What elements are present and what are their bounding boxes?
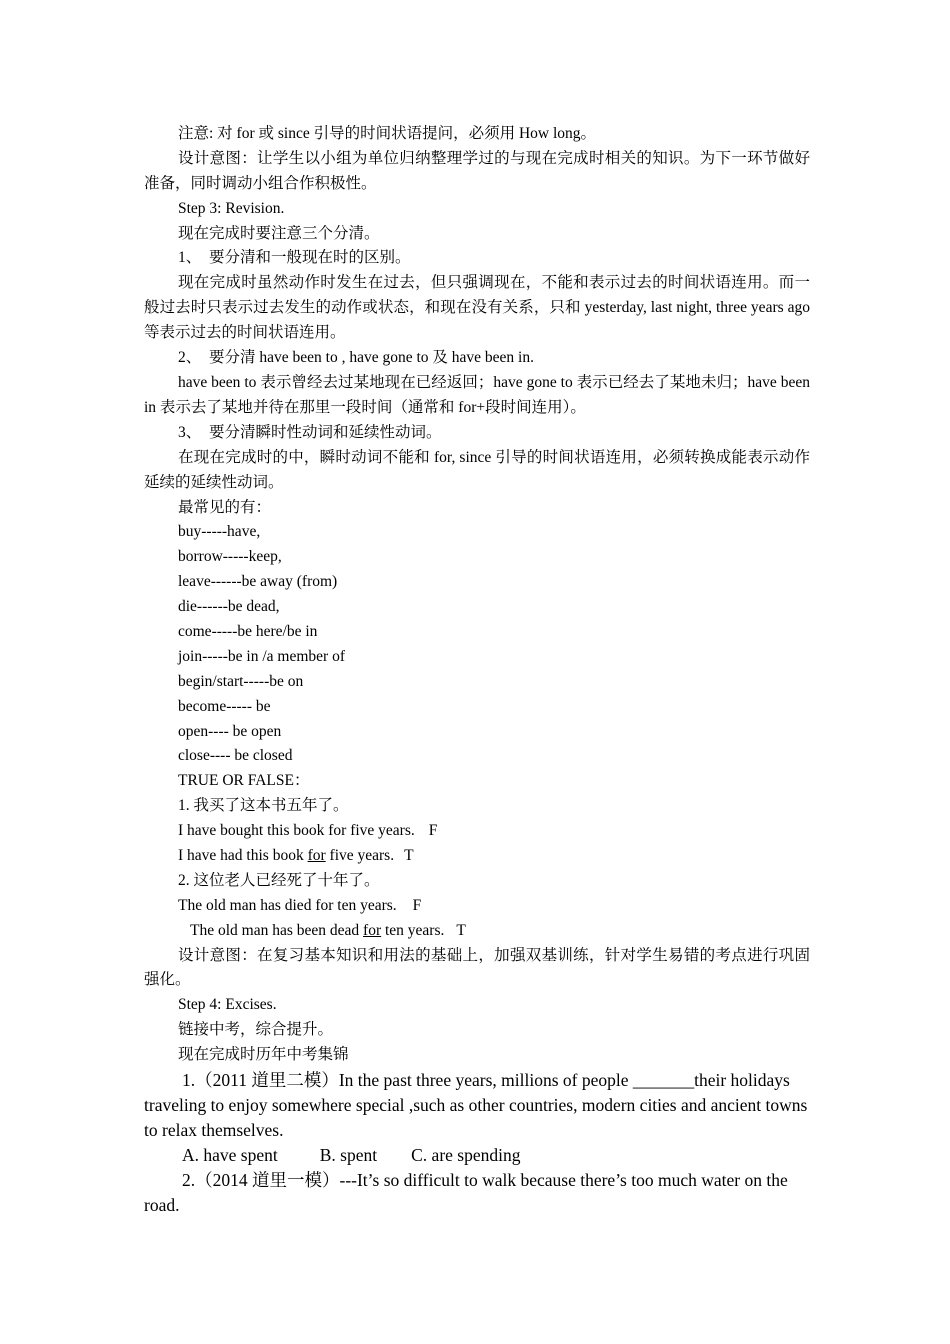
tf-q1-sentence-b xyxy=(144,844,810,869)
sentence-text: The old man has died for ten years. xyxy=(178,896,397,914)
document-page xyxy=(144,122,810,1217)
sentence-text: ten years. xyxy=(381,921,445,939)
point2-heading: 2、 要分清 have been to , have gone to 及 have been in. xyxy=(178,349,534,367)
design-intent-2: 设计意图：在复习基本知识和用法的基础上，加强双基训练，针对学生易错的考点进行巩固强化。 xyxy=(144,946,810,989)
underlined-word: for xyxy=(307,846,326,864)
sentence-text: I have had this book xyxy=(178,846,308,864)
list-item: become----- be xyxy=(178,697,271,715)
point2-body: have been to 表示曾经去过某地现在已经返回；have gone to 表示已经去了某地未归；have been in 表示去了某地并待在那里一段时间（通常和 for+段时间连用）。 xyxy=(144,373,810,416)
tf-question-2: 2. 这位老人已经死了十年了。 xyxy=(178,871,380,889)
three-clear-line: 现在完成时要注意三个分清。 xyxy=(178,224,380,242)
list-item: come-----be here/be in xyxy=(178,622,318,640)
option-b: B. spent xyxy=(319,1144,378,1165)
verb-pair-list xyxy=(144,520,810,769)
option-c: C. are spending xyxy=(411,1144,521,1165)
answer-mark: T xyxy=(404,846,414,864)
tf-q2-sentence-a xyxy=(144,894,810,919)
point1-body: 现在完成时虽然动作时发生在过去，但只强调现在，不能和表示过去的时间状语连用。而一般过去时只表示过去发生的动作或状态，和现在没有关系，只和 yesterday, last night, three years ago 等表示过去的时间状语连用。 xyxy=(144,274,810,342)
exam-q1-options xyxy=(144,1143,810,1168)
exam-question-2: 2.（2014 道里一模）---It’s so difficult to walk because there’s too much water on the road. xyxy=(144,1169,788,1215)
tf-q2-sentence-b xyxy=(144,919,810,944)
step3-heading: Step 3: Revision. xyxy=(178,199,285,217)
note-line: 注意: 对 for 或 since 引导的时间状语提问，必须用 How long。 xyxy=(178,125,597,142)
option-a: A. have spent xyxy=(182,1144,278,1165)
point1-heading: 1、 要分清和一般现在时的区别。 xyxy=(178,249,411,267)
step4-heading: Step 4: Excises. xyxy=(178,996,277,1014)
sentence-text: I have bought this book for five years. xyxy=(178,822,415,840)
common-heading: 最常见的有： xyxy=(178,498,272,516)
collection-title: 现在完成时历年中考集锦 xyxy=(178,1046,349,1064)
point3-body: 在现在完成时的中，瞬时动词不能和 for, since 引导的时间状语连用，必须转换成能表示动作延续的延续性动词。 xyxy=(144,448,810,491)
list-item: buy-----have, xyxy=(178,523,261,541)
answer-mark: F xyxy=(412,896,422,914)
list-item: borrow-----keep, xyxy=(178,548,282,566)
answer-mark: T xyxy=(456,921,466,939)
sentence-text: The old man has been dead xyxy=(190,921,364,939)
sentence-text: five years. xyxy=(325,846,395,864)
list-item: join-----be in /a member of xyxy=(178,647,345,665)
underlined-word: for xyxy=(363,921,382,939)
tf-q1-sentence-a xyxy=(144,819,810,844)
point3-heading: 3、 要分清瞬时性动词和延续性动词。 xyxy=(178,423,442,441)
list-item: die------be dead, xyxy=(178,598,280,616)
list-item: leave------be away (from) xyxy=(178,573,338,591)
exam-question-1: 1.（2011 道里二模）In the past three years, millions of people _______their holidays traveling to enjoy somewhere special ,such as other countries, modern cities and ancient towns to relax themselves. xyxy=(144,1070,808,1140)
link-line: 链接中考，综合提升。 xyxy=(178,1021,334,1039)
tf-question-1: 1. 我买了这本书五年了。 xyxy=(178,797,349,815)
list-item: begin/start-----be on xyxy=(178,672,304,690)
true-false-title: TRUE OR FALSE： xyxy=(178,772,310,790)
design-intent-1: 设计意图：让学生以小组为单位归纳整理学过的与现在完成时相关的知识。为下一环节做好准备，同时调动小组合作积极性。 xyxy=(144,149,810,192)
list-item: close---- be closed xyxy=(178,747,293,765)
list-item: open---- be open xyxy=(178,722,282,740)
answer-mark: F xyxy=(428,822,438,840)
